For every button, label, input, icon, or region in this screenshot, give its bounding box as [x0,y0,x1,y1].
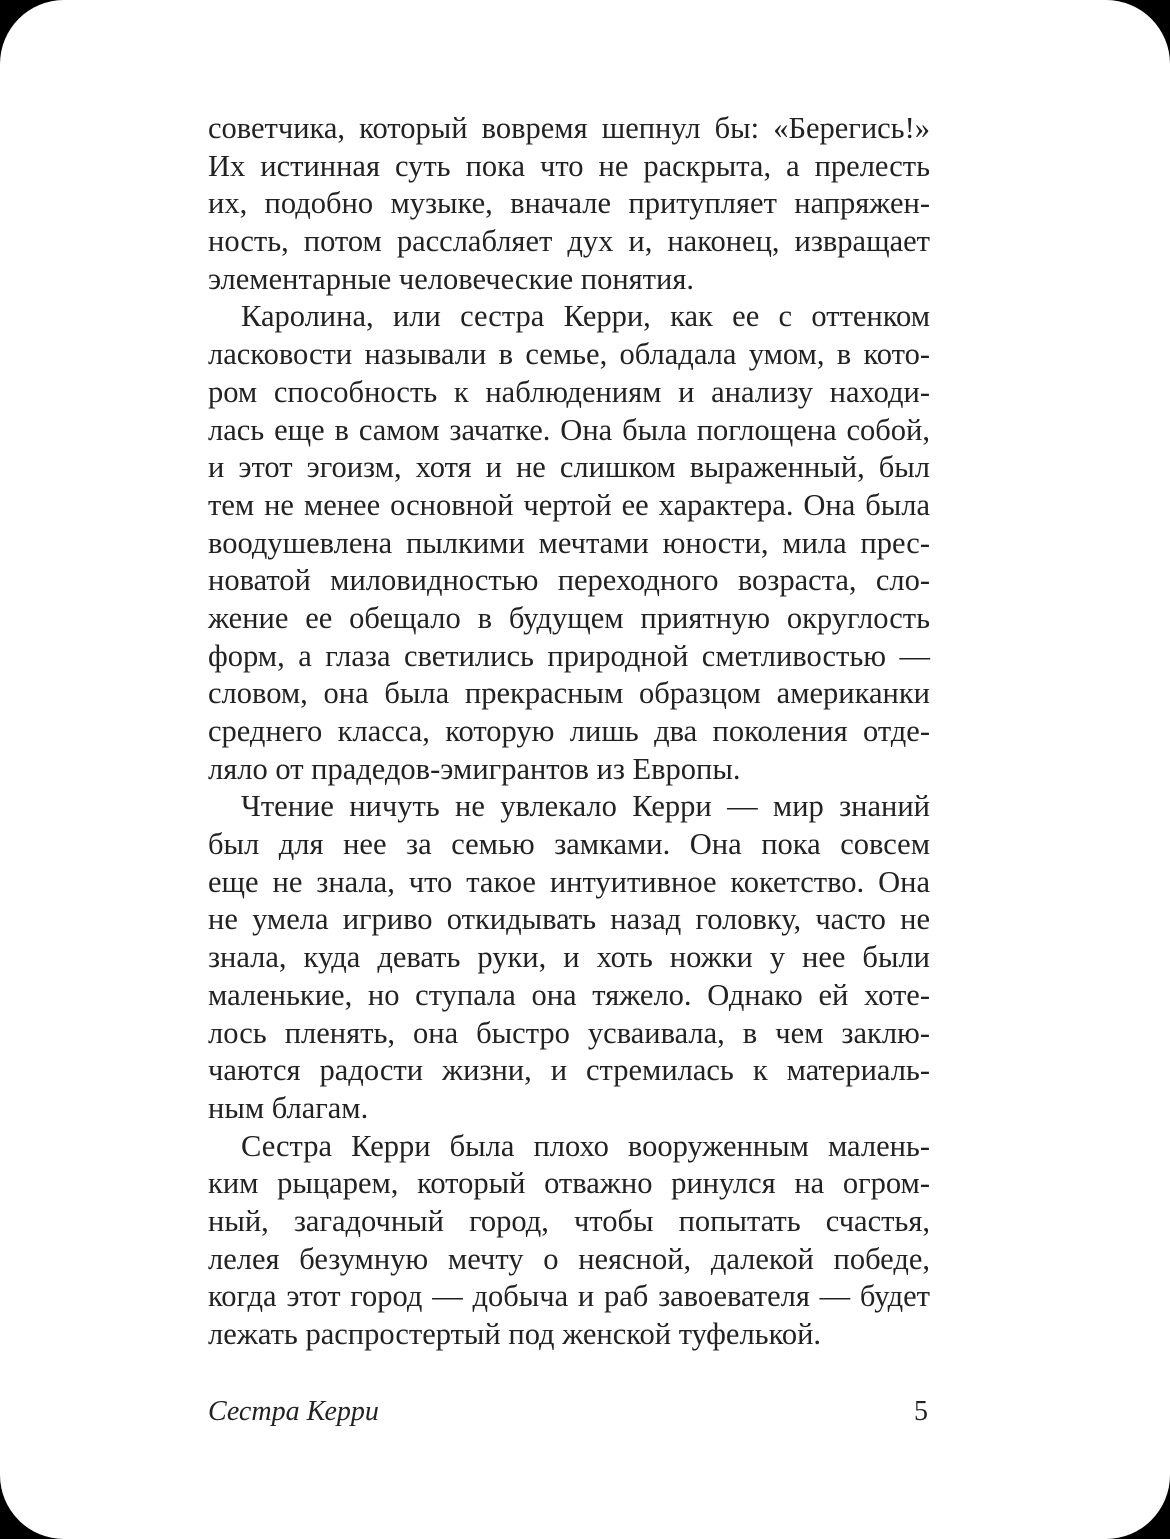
text-line: чаются радости жизни, и стремилась к материаль- [208,1053,930,1088]
text-line: еще не знала, что такое интуитивное кокетство. Она [208,864,930,899]
text-line: словом, она была прекрасным образцом американки [208,676,930,711]
text-line: лось пленять, она быстро усваивала, в чем заклю- [208,1015,930,1050]
text-line: среднего класса, которую лишь два поколения отде- [208,714,930,748]
text-line: ляло от прадедов-эмигрантов из Европы. [208,751,741,786]
text-line: не умела игриво откидывать назад головку, часто не [208,902,930,937]
text-line: тем не менее основной чертой ее характера. Она была [208,487,930,522]
text-line: ным благам. [208,1090,369,1125]
text-line: ром способность к наблюдениям и анализу находи- [208,374,930,409]
paragraph-first-line: Сестра Керри была плохо вооруженным малень- [241,1128,930,1163]
text-line: ный, загадочный город, чтобы попытать счастья, [208,1203,930,1238]
text-line: и этот эгоизм, хотя и не слишком выраженный, был [208,450,930,485]
text-line: их, подобно музыке, вначале притупляет напряжен- [208,186,930,221]
paragraph-first-line: Каролина, или сестра Керри, как ее с оттенком [241,299,930,334]
paragraph-first-line: Чтение ничуть не увлекало Керри — мир знаний [241,789,930,824]
text-line: лелея безумную мечту о неясной, далекой победе, [208,1241,930,1276]
text-line: советчика, который вовремя шепнул бы: «Берегись!» [208,111,930,145]
text-line: знала, куда девать руки, и хоть ножки у нее были [208,940,930,975]
text-line: новатой миловидностью переходного возраста, сло- [208,563,930,598]
text-line: ласковости называли в семье, обладала умом, в кото- [208,337,930,372]
text-line: ким рыцарем, который отважно ринулся на огром- [208,1166,930,1201]
body-text [208,110,930,1354]
text-line: ность, потом расслабляет дух и, наконец, извращает [208,224,930,259]
text-line: жение ее обещало в будущем приятную округлость [208,600,930,635]
text-line: маленькие, но ступала она тяжело. Однако ей хоте- [208,977,930,1012]
running-footer-title: Сестра Керри [208,1396,379,1427]
text-line: лежать распростертый под женской туфелькой. [208,1317,822,1351]
text-line: элементарные человеческие понятия. [208,261,694,296]
text-line: форм, а глаза светились природной сметливостью — [208,638,930,673]
text-line: лась еще в самом зачатке. Она была поглощена собой, [208,412,930,447]
text-line: когда этот город — добыча и раб завоевателя — будет [208,1279,930,1314]
page-footer [208,1396,930,1436]
text-line: был для нее за семью замками. Она пока совсем [208,827,930,862]
text-line: воодушевлена пылкими мечтами юности, мила прес- [208,525,930,560]
text-line: Их истинная суть пока что не раскрыта, а прелесть [208,148,930,183]
page-number: 5 [914,1396,928,1427]
